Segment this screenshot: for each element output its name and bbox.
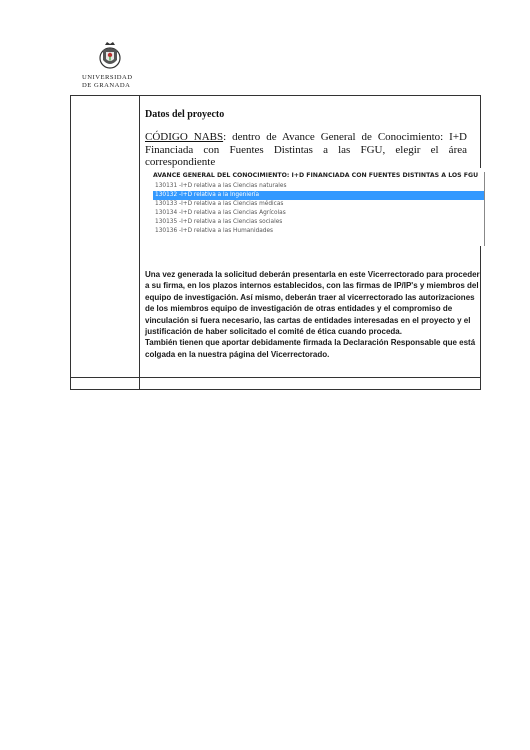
- nabs-selection-screenshot: [145, 168, 485, 246]
- section-title: Datos del proyecto: [145, 109, 225, 120]
- instructions-paragraph-1: Una vez generada la solicitud deberán presentarla en este Vicerrectorado para proceder a su firma, en los plazos internos establecidos, con las firmas de IP/IP's y miembros del equipo de investigación. Así mismo, deberán traer al vicerrectorado las autorizaciones de los miembros equipo de investigación de otras entidades y el compromiso de vinculación si fuera necesario, las cartas de entidades interesadas en el proyecto y el justificación de haber solicitado el comité de ética cuando proceda.: [145, 270, 480, 337]
- submission-instructions: [145, 269, 483, 360]
- instructions-paragraph-2: También tienen que aportar debidamente firmada la Declaración Responsable que está colgada en la nuestra página del Vicerrectorado.: [145, 338, 476, 359]
- nabs-text: : dentro de Avance General de Conocimiento: I+D Financiada con Fuentes Distintas a las FGU, elegir el área correspondiente: [145, 131, 467, 168]
- project-data-table: [70, 95, 481, 390]
- screenshot-edge: [484, 172, 485, 246]
- row-divider: [71, 377, 480, 378]
- nabs-code-label: CÓDIGO NABS: [145, 131, 224, 143]
- selection-option: 130134 -I+D relativa a las Ciencias Agrícolas: [155, 210, 286, 216]
- university-logo: [82, 40, 138, 89]
- university-name-line1: UNIVERSIDAD: [82, 74, 133, 81]
- selection-option: 130135 -I+D relativa a las Ciencias sociales: [155, 219, 283, 225]
- university-name-line2: DE GRANADA: [82, 81, 131, 89]
- nabs-paragraph: [145, 131, 467, 169]
- selection-list-header: AVANCE GENERAL DEL CONOCIMIENTO: I+D FINANCIADA CON FUENTES DISTINTAS A LOS FGU: [153, 172, 479, 179]
- selection-option: 130131 -I+D relativa a las Ciencias naturales: [155, 183, 287, 189]
- column-divider: [139, 96, 140, 389]
- selection-option-selected: 130132 -I+D relativa a la Ingeniería: [153, 191, 485, 200]
- selection-option: 130133 -I+D relativa a las Ciencias médicas: [155, 201, 284, 207]
- university-crest-icon: [94, 40, 126, 72]
- selection-option: 130136 -I+D relativa a las Humanidades: [155, 228, 274, 234]
